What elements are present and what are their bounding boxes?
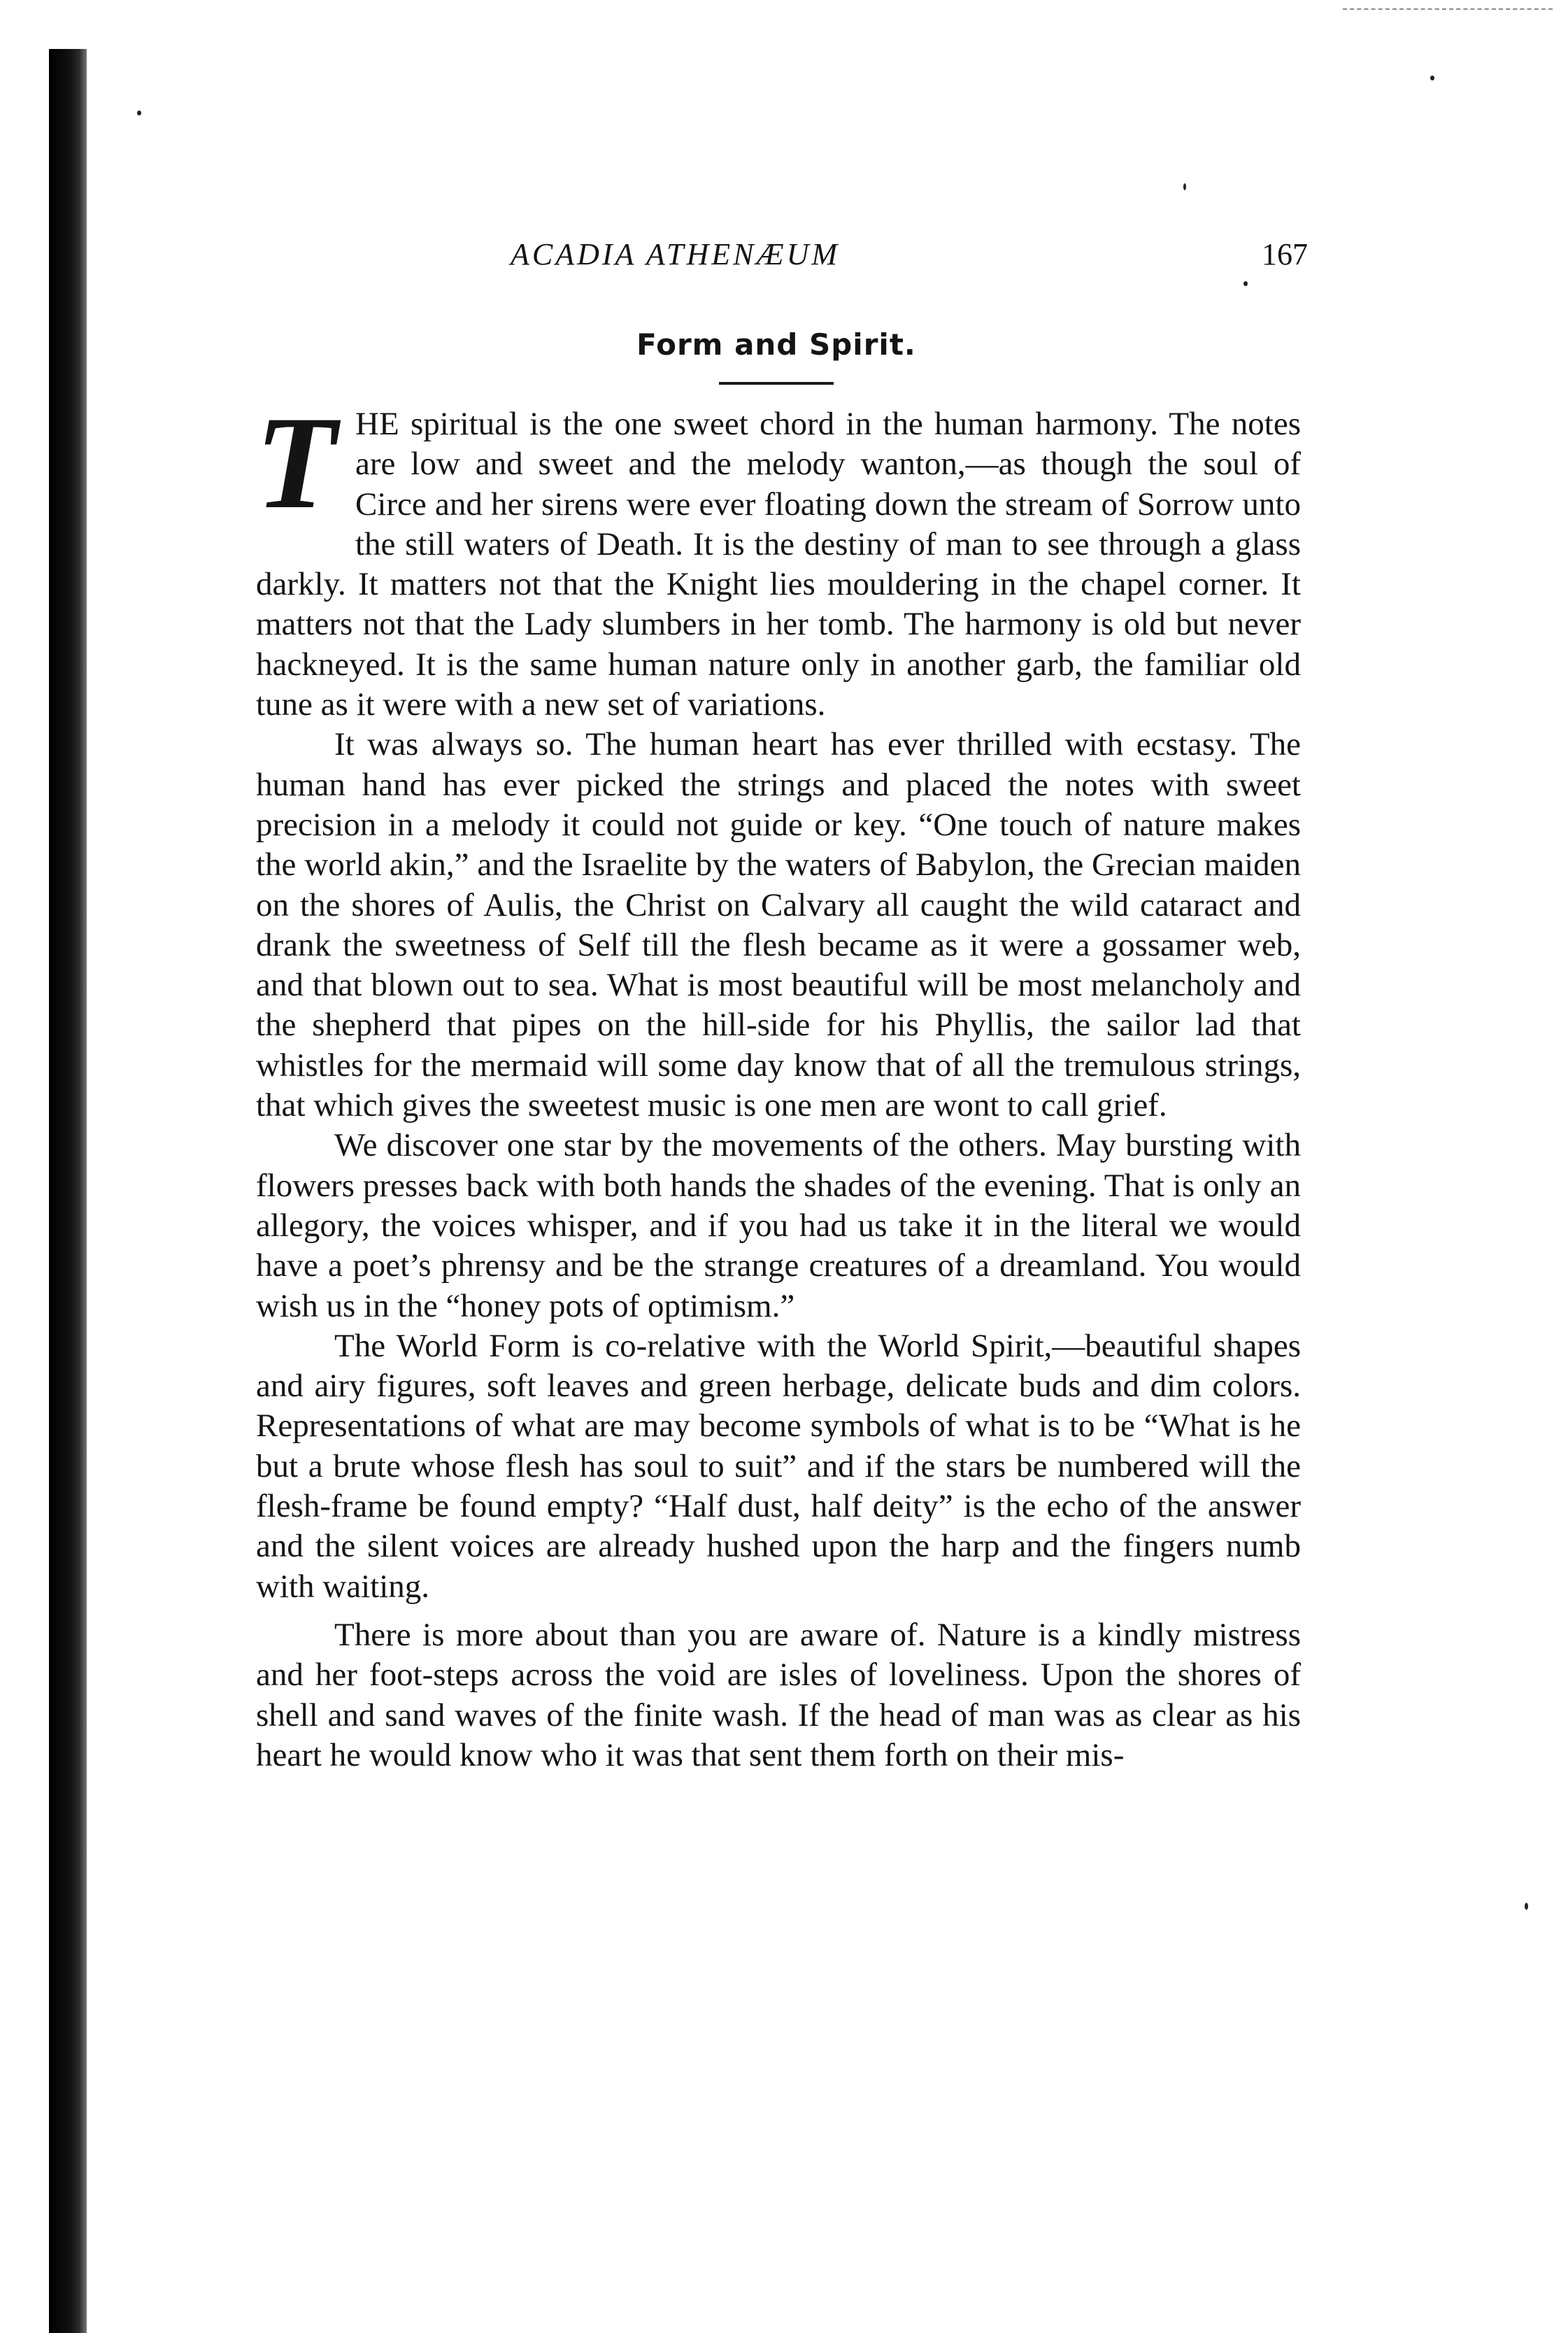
page-number: 167 <box>1262 237 1308 271</box>
page-binding-edge <box>49 49 87 2333</box>
paragraph-5: There is more about than you are aware of. Nature is a kindly mistress and her foot-steps across the void are isles of loveliness. Upon the shores of shell and sand waves of the finite wash. If the head of man was as clear as his heart he would know who it was that sent them forth on their mis- <box>256 1616 1301 1773</box>
paragraph-3: We discover one star by the movements of the others. May bursting with flowers presses back with both hands the shades of the evening. That is only an allegory, the voices whisper, and if you had us take it in the literal we would have a poet’s phrensy and be the strange creatures of a dreamland. You would wish us in the “honey pots of optimism.” <box>256 1127 1301 1324</box>
paragraph-2: It was always so. The human heart has ever thrilled with ecstasy. The human hand has ever picked the strings and placed the notes with sweet precision in a melody it could not guide or key. “One touch of nature makes the world akin,” and the Israelite by the waters of Babylon, the Grecian maiden on the shores of Aulis, the Christ on Calvary all caught the wild cataract and drank the sweetness of Self till the flesh became as it were a gossamer web, and that blown out to sea. What is most beautiful will be most melancholy and the shepherd that pipes on the hill-side for his Phyllis, the sailor lad that whistles for the mermaid will some day know that of all the tremulous strings, that which gives the sweetest music is one men are wont to call grief. <box>256 726 1301 1124</box>
page-header <box>252 236 1308 285</box>
article-title: Form and Spirit. <box>636 327 916 362</box>
top-edge-mark <box>1343 8 1553 10</box>
paragraph-4: The World Form is co-relative with the World Spirit,—beautiful shapes and airy figures, soft leaves and green herbage, delicate buds and dim colors. Representations of what are may become symbols of what is to be “What is he but a brute whose flesh has soul to suit” and if the stars be numbered will the flesh-frame be found empty? “Half dust, half deity” is the echo of the answer and the silent voices are already hushed upon the harp and the fingers numb with waiting. <box>256 1327 1301 1605</box>
drop-cap-initial: T <box>255 390 337 537</box>
article-body <box>255 390 1301 1775</box>
ink-speck <box>1183 183 1186 190</box>
ink-speck <box>1525 1903 1528 1910</box>
running-head: ACADIA ATHENÆUM <box>511 237 841 271</box>
ink-speck <box>1430 76 1434 80</box>
paragraph-1 <box>255 390 1301 725</box>
paragraph-1-text: HE spiritual is the one sweet chord in the human harmony. The notes are low and sweet and the melody wanton,—as though the soul of Circe and her sirens were ever floating down the stream of Sorrow unto the still waters of Death. It is the destiny of man to see through a glass darkly. It matters not that the Knight lies mouldering in the chapel corner. It matters not that the Lady slumbers in her tomb. The harmony is old but never hackneyed. It is the same human nature only in another garb, the familiar old tune as it were with a new set of variations. <box>256 406 1301 723</box>
ink-speck <box>137 111 141 115</box>
title-rule <box>719 382 834 385</box>
